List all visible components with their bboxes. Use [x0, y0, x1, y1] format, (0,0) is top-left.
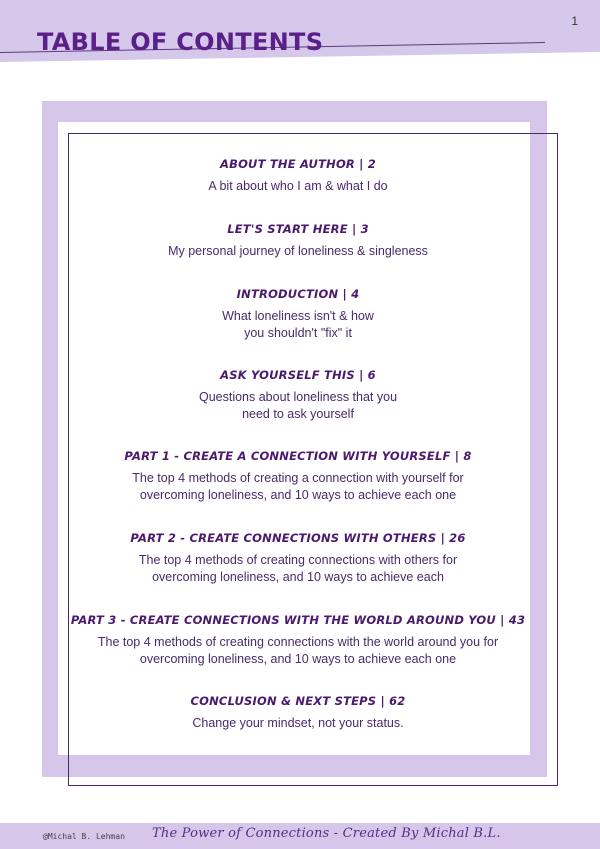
toc-description: The top 4 methods of creating a connection with yourself for overcoming loneliness, and 10 ways to achieve each one — [132, 471, 464, 502]
toc-entry-conclusion[interactable] — [58, 693, 538, 732]
toc-entry-ask-yourself[interactable] — [58, 367, 538, 423]
page-number: 1 — [571, 14, 578, 28]
toc-description: A bit about who I am & what I do — [208, 179, 388, 193]
toc-entry-part-2[interactable] — [58, 530, 538, 586]
toc-description: The top 4 methods of creating connections with the world around you for overcoming loneliness, and 10 ways to achieve each one — [97, 635, 499, 666]
toc-heading[interactable]: ASK YOURSELF THIS | 6 — [220, 368, 376, 382]
toc-entry-start-here[interactable] — [58, 221, 538, 260]
toc-heading[interactable]: PART 2 - CREATE CONNECTIONS WITH OTHERS | 26 — [130, 531, 466, 545]
toc-entry-part-3[interactable] — [58, 612, 538, 668]
toc-heading[interactable]: LET'S START HERE | 3 — [227, 222, 369, 236]
toc-description: The top 4 methods of creating connections with others for overcoming loneliness, and 10 ways to achieve each — [138, 553, 458, 584]
toc-heading[interactable]: CONCLUSION & NEXT STEPS | 62 — [190, 694, 406, 708]
page-title: TABLE OF CONTENTS — [37, 28, 324, 56]
toc-entry-about-author[interactable] — [58, 156, 538, 195]
footer-tagline: The Power of Connections - Created By Michal B.L. — [152, 826, 501, 841]
toc-description: Questions about loneliness that you need to ask yourself — [198, 390, 398, 421]
toc-description: Change your mindset, not your status. — [192, 716, 404, 730]
toc-heading[interactable]: ABOUT THE AUTHOR | 2 — [220, 157, 376, 171]
toc-description: My personal journey of loneliness & singleness — [168, 244, 428, 258]
toc-heading[interactable]: INTRODUCTION | 4 — [236, 287, 360, 301]
toc-heading[interactable]: PART 1 - CREATE A CONNECTION WITH YOURSELF | 8 — [124, 449, 472, 463]
toc-heading[interactable]: PART 3 - CREATE CONNECTIONS WITH THE WORLD AROUND YOU | 43 — [70, 613, 526, 627]
toc-entry-introduction[interactable] — [58, 286, 538, 342]
toc-description: What loneliness isn't & how you shouldn't "fix" it — [222, 309, 374, 340]
toc-entry-part-1[interactable] — [58, 448, 538, 504]
footer-credit: @Michal B. Lehman — [43, 832, 125, 841]
